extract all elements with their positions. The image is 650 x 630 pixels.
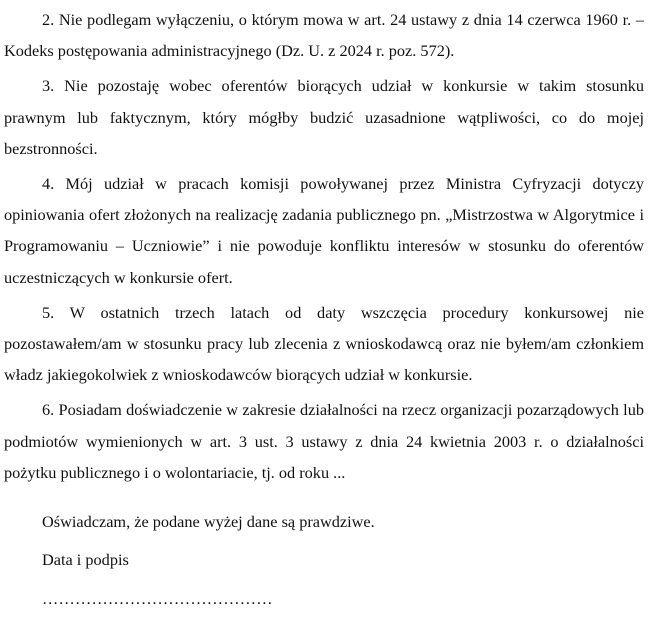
document-page <box>4 4 644 488</box>
declaration-text: Oświadczam, że podane wyżej dane są prawdziwe. <box>42 512 375 531</box>
paragraph-5: 5. W ostatnich trzech latach od daty wszczęcia procedury konkursowej nie pozostawałem/am w stosunku pracy lub zlecenia z wnioskodawcą oraz nie byłem/am członkiem władz jakiegokolwiek z wnioskodawców biorących udział w konkursie. <box>4 302 644 385</box>
date-signature-label: Data i podpis <box>42 550 129 569</box>
paragraph-6: 6. Posiadam doświadczenie w zakresie działalności na rzecz organizacji pozarządowych lub podmiotów wymienionych w art. 3 ust. 3 ustawy z dnia 24 kwietnia 2003 r. o działalności pożytku publicznego i o wolontariacie, tj. od roku ... <box>4 400 644 482</box>
paragraph-2: 2. Nie podlegam wyłączeniu, o którym mowa w art. 24 ustawy z dnia 14 czerwca 1960 r. – Kodeks postępowania administracyjnego (Dz. U. z 2024 r. poz. 572). <box>4 10 644 61</box>
signature-line: …………………………………… <box>42 589 273 608</box>
paragraph-4: 4. Mój udział w pracach komisji powoływanej przez Ministra Cyfryzacji dotyczy opiniowania ofert złożonych na realizację zadania publicznego pn. „Mistrzostwa w Algorytmice i Programowaniu – Uczniowie” i nie powoduje konfliktu interesów w stosunku do oferentów uczestniczących w konkursie ofert. <box>4 174 644 287</box>
paragraph-3: 3. Nie pozostaję wobec oferentów biorących udział w konkursie w takim stosunku prawnym lub faktycznym, który mógłby budzić uzasadnione wątpliwości, co do mojej bezstronności. <box>4 76 644 158</box>
